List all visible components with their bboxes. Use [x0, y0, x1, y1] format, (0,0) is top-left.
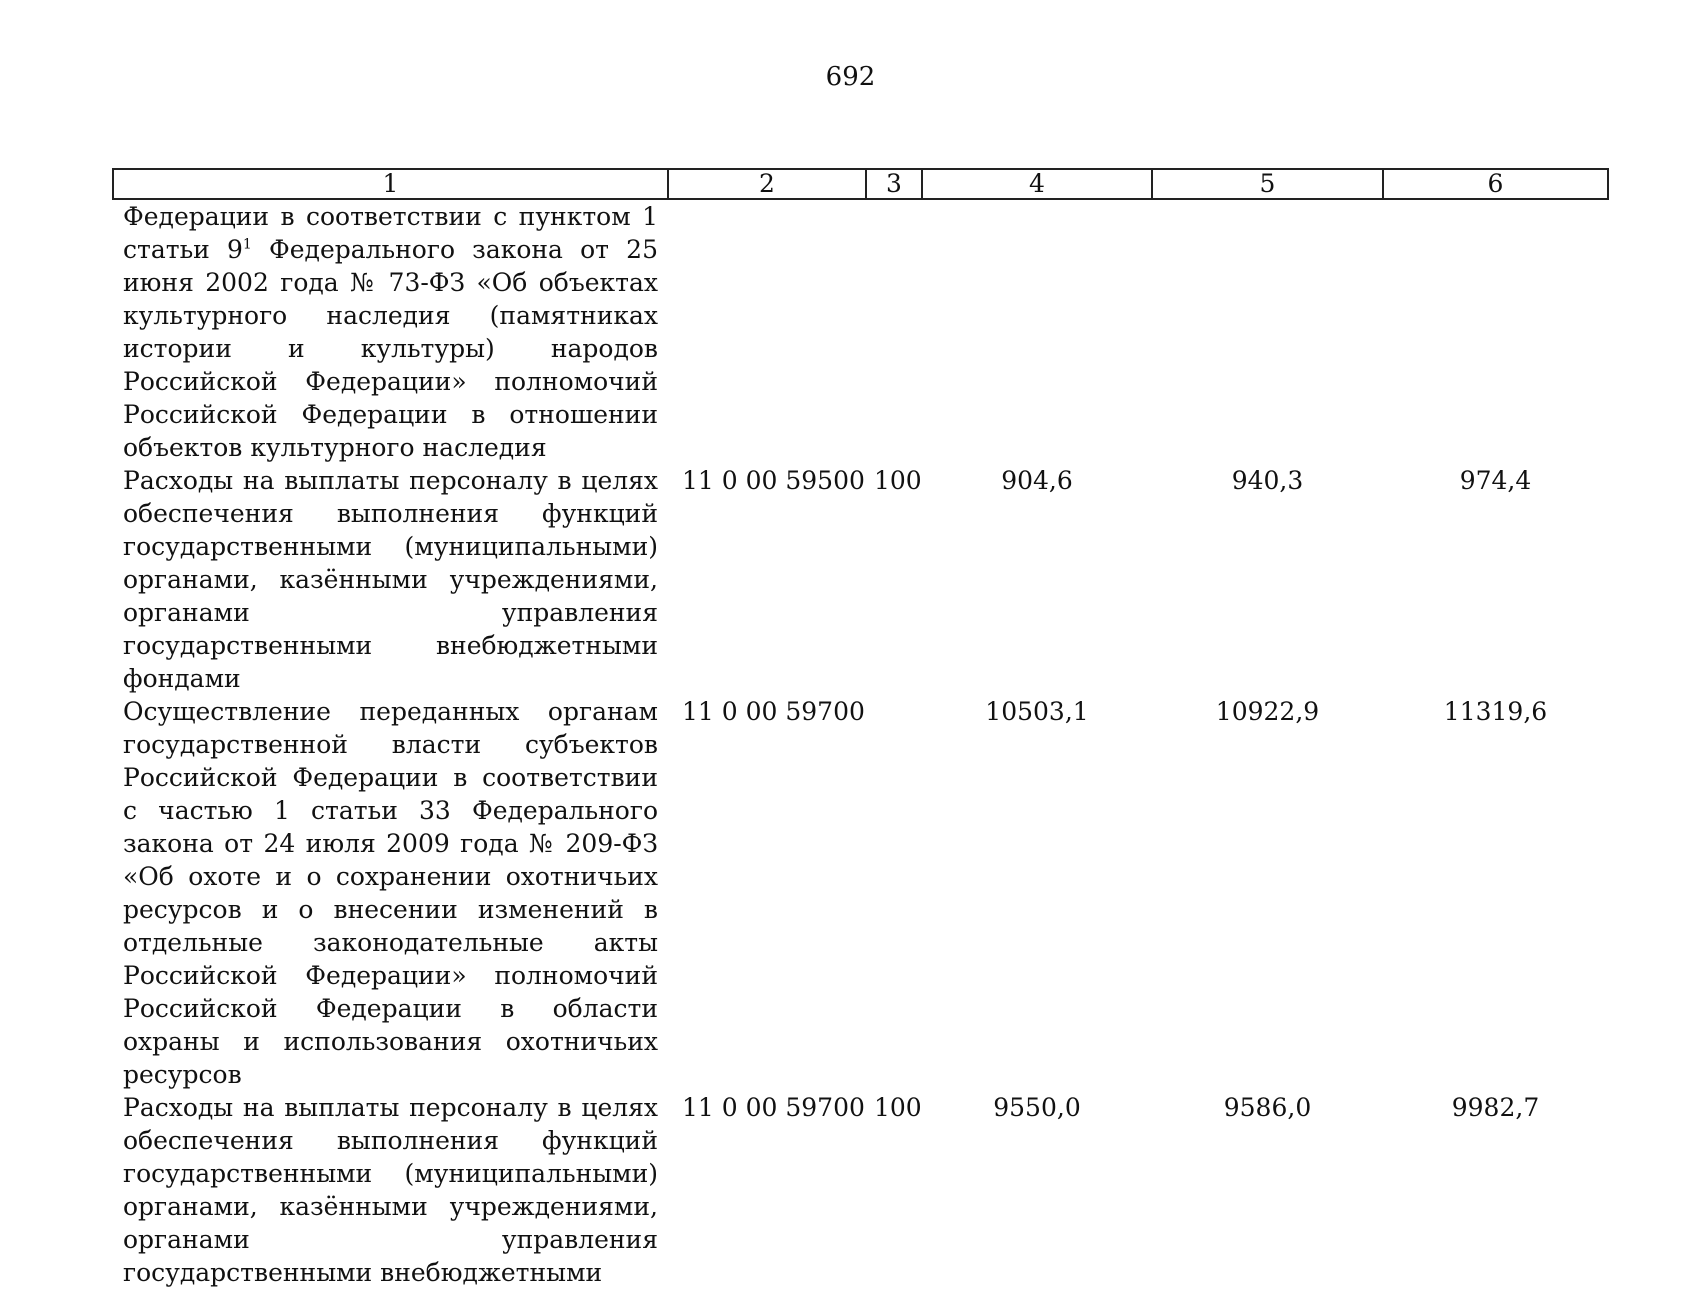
header-col-5: 5: [1152, 169, 1383, 199]
row-expense-type: [866, 695, 922, 1091]
table-header-row: [113, 169, 1608, 199]
row-description-text: Федерации в соответствии с пунктом 1 статьи 9: [123, 202, 658, 264]
row-expense-type: 100: [874, 1093, 922, 1122]
row-value-6: 974,4: [1459, 466, 1532, 495]
row-value-5: [1152, 199, 1383, 464]
header-col-2: 2: [668, 169, 866, 199]
row-code: 11 0 00 59700: [682, 697, 865, 726]
header-col-1: 1: [113, 169, 668, 199]
row-value-5: 10922,9: [1215, 697, 1320, 726]
row-expense-type: 100: [874, 466, 922, 495]
row-value-4: 904,6: [1001, 466, 1073, 495]
row-description: [113, 199, 668, 464]
row-description: Расходы на выплаты персоналу в целях обеспечения выполнения функций государственными (муниципальными) органами, казёнными учреждениями, органами управления государственными внебюджетными фондами: [123, 466, 658, 693]
row-value-6: [1383, 199, 1608, 464]
table-row: [113, 464, 1608, 695]
header-col-6: 6: [1383, 169, 1608, 199]
table-row: [113, 199, 1608, 464]
table-row: [113, 695, 1608, 1091]
row-expense-type: [866, 199, 922, 464]
row-code: 11 0 00 59700: [682, 1093, 865, 1122]
superscript: 1: [242, 236, 252, 253]
budget-table: [112, 168, 1609, 1289]
row-value-4: [922, 199, 1152, 464]
row-description: Осуществление переданных органам государственной власти субъектов Российской Федерации в соответствии с частью 1 статьи 33 Федерального закона от 24 июля 2009 года № 209-ФЗ «Об охоте и о сохранении охотничьих ресурсов и о внесении изменений в отдельные законодательные акты Российской Федерации» полномочий Российской Федерации в области охраны и использования охотничьих ресурсов: [123, 697, 658, 1089]
table-row: [113, 1091, 1608, 1289]
row-description: Расходы на выплаты персоналу в целях обеспечения выполнения функций государственными (муниципальными) органами, казёнными учреждениями, органами управления государственными внебюджетными: [123, 1093, 658, 1287]
row-value-6: 9982,7: [1451, 1093, 1540, 1122]
row-value-4: 9550,0: [993, 1093, 1081, 1122]
row-value-5: 940,3: [1231, 466, 1304, 495]
row-value-4: 10503,1: [985, 697, 1089, 726]
row-code: [668, 199, 866, 464]
header-col-4: 4: [922, 169, 1152, 199]
row-code: 11 0 00 59500: [682, 466, 865, 495]
header-col-3: 3: [866, 169, 922, 199]
row-value-6: 11319,6: [1443, 697, 1548, 726]
page-number: 692: [825, 62, 876, 92]
row-description-tail: Федерального закона от 25 июня 2002 года № 73-ФЗ «Об объектах культурного наследия (памятниках истории и культуры) народов Российской Федерации» полномочий Российской Федерации в отношении объектов культурного наследия: [123, 235, 658, 462]
row-value-5: 9586,0: [1223, 1093, 1312, 1122]
